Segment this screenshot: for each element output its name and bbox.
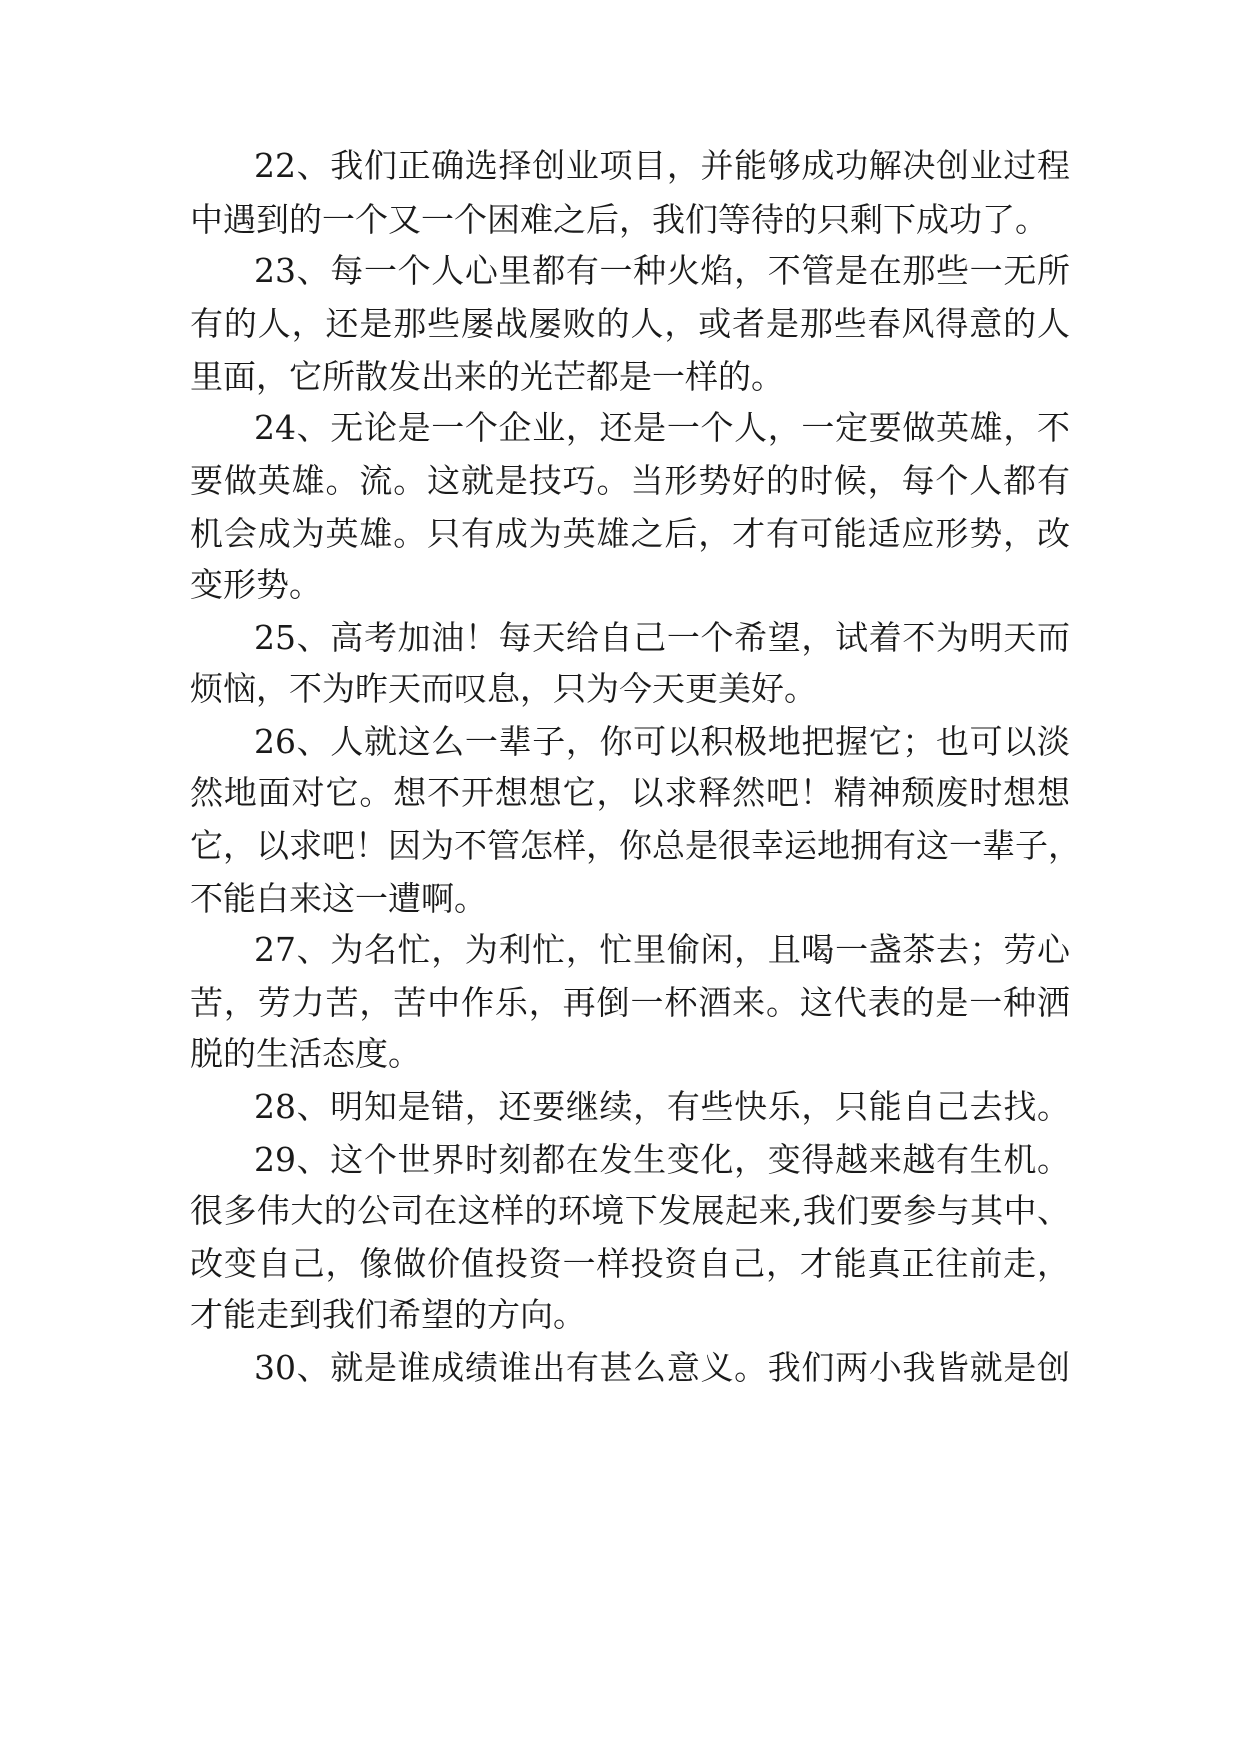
paragraph-29-line-4: 才能走到我们希望的方向。 — [190, 1295, 586, 1334]
paragraph-27-line-2: 苦，劳力苦，苦中作乐，再倒一杯酒来。这代表的是一种洒 — [190, 983, 1070, 1022]
paragraph-25-line-1: 25、高考加油！每天给自己一个希望，试着不为明天而 — [254, 618, 1070, 657]
paragraph-28-line-1: 28、明知是错，还要继续，有些快乐，只能自己去找。 — [254, 1087, 1070, 1126]
paragraph-22-line-2: 中遇到的一个又一个困难之后，我们等待的只剩下成功了。 — [190, 200, 1048, 239]
paragraph-25-line-2: 烦恼，不为昨天而叹息，只为今天更美好。 — [190, 669, 817, 708]
paragraph-29-line-2: 很多伟大的公司在这样的环境下发展起来,我们要参与其中、 — [190, 1191, 1070, 1230]
paragraph-26-line-3: 它，以求吧！因为不管怎样，你总是很幸运地拥有这一辈子， — [190, 826, 1081, 865]
paragraph-26-line-1: 26、人就这么一辈子，你可以积极地把握它；也可以淡 — [254, 722, 1070, 761]
paragraph-24-line-4: 变形势。 — [190, 565, 322, 604]
paragraph-23-line-1: 23、每一个人心里都有一种火焰，不管是在那些一无所 — [254, 251, 1070, 290]
paragraph-29-line-1: 29、这个世界时刻都在发生变化，变得越来越有生机。 — [254, 1140, 1070, 1179]
paragraph-23-line-2: 有的人，还是那些屡战屡败的人，或者是那些春风得意的人 — [190, 304, 1070, 343]
paragraph-26-line-4: 不能白来这一遭啊。 — [190, 879, 487, 918]
paragraph-26-line-2: 然地面对它。想不开想想它，以求释然吧！精神颓废时想想 — [190, 773, 1070, 812]
paragraph-24-line-1: 24、无论是一个企业，还是一个人，一定要做英雄，不 — [254, 408, 1070, 447]
paragraph-24-line-3: 机会成为英雄。只有成为英雄之后，才有可能适应形势，改 — [190, 514, 1070, 553]
paragraph-30-line-1: 30、就是谁成绩谁出有甚么意义。我们两小我皆就是创 — [254, 1348, 1070, 1387]
paragraph-29-line-3: 改变自己，像做价值投资一样投资自己，才能真正往前走， — [190, 1244, 1070, 1283]
paragraph-27-line-1: 27、为名忙，为利忙，忙里偷闲，且喝一盏茶去；劳心 — [254, 930, 1070, 969]
paragraph-23-line-3: 里面，它所散发出来的光芒都是一样的。 — [190, 357, 784, 396]
paragraph-24-line-2: 要做英雄。流。这就是技巧。当形势好的时候，每个人都有 — [190, 461, 1070, 500]
paragraph-22-line-1: 22、我们正确选择创业项目，并能够成功解决创业过程 — [254, 146, 1070, 185]
paragraph-27-line-3: 脱的生活态度。 — [190, 1034, 421, 1073]
